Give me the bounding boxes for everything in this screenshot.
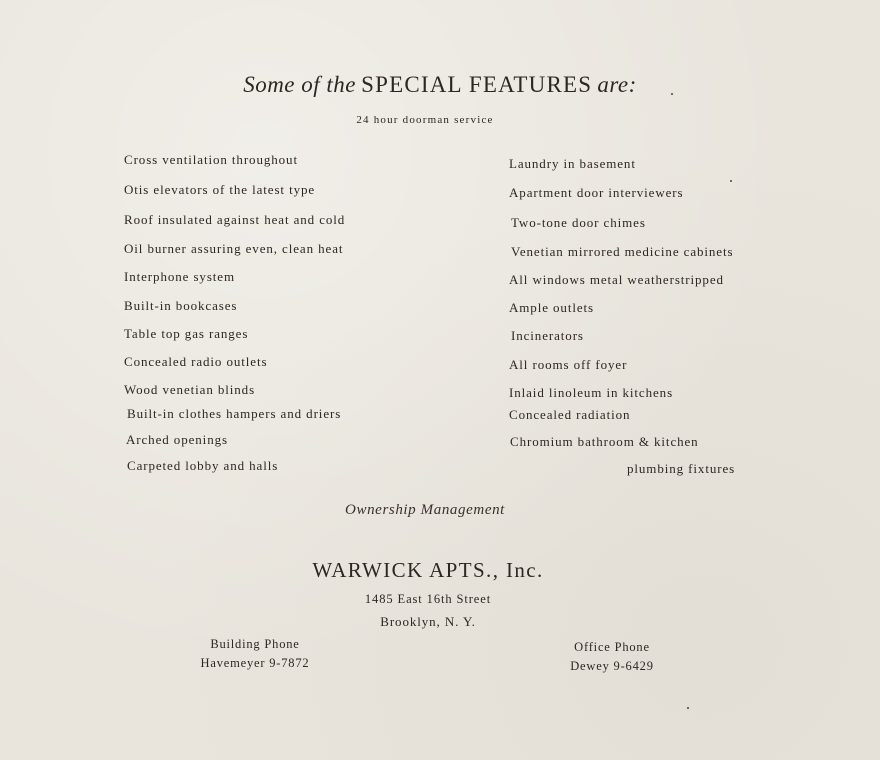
company-city: Brooklyn, N. Y.: [380, 614, 476, 629]
feature-item: Chromium bathroom & kitchen: [510, 434, 699, 449]
feature-item: Two-tone door chimes: [511, 215, 646, 230]
office-phone-label: Office Phone: [574, 640, 650, 654]
feature-item: Venetian mirrored medicine cabinets: [511, 244, 734, 259]
feature-item: Table top gas ranges: [124, 326, 249, 341]
company-name: WARWICK APTS., Inc.: [312, 558, 544, 582]
feature-item: Carpeted lobby and halls: [127, 458, 279, 473]
feature-item: Concealed radio outlets: [124, 354, 268, 369]
feature-item: Laundry in basement: [509, 156, 636, 171]
heading-trail: are:: [597, 72, 637, 97]
feature-item: Roof insulated against heat and cold: [124, 212, 346, 227]
building-phone-number: Havemeyer 9-7872: [200, 656, 310, 670]
building-phone-label: Building Phone: [210, 637, 300, 651]
feature-item: All windows metal weatherstripped: [509, 272, 724, 287]
building-phone: [190, 635, 320, 673]
feature-item: plumbing fixtures: [627, 461, 736, 476]
feature-item: Built-in clothes hampers and driers: [127, 406, 342, 421]
company-street: 1485 East 16th Street: [364, 592, 492, 606]
heading-title: SPECIAL FEATURES: [361, 72, 593, 97]
feature-item: Arched openings: [126, 432, 228, 447]
features-heading: [0, 72, 880, 98]
ownership-management-label: Ownership Management: [345, 502, 505, 518]
ink-speck: [687, 707, 689, 709]
feature-item: All rooms off foyer: [509, 357, 628, 372]
heading-lead: Some of the: [243, 72, 356, 97]
feature-item: Built-in bookcases: [124, 298, 238, 313]
feature-item: Inlaid linoleum in kitchens: [509, 385, 674, 400]
ink-speck: [671, 93, 673, 95]
feature-item: Cross ventilation throughout: [124, 152, 298, 167]
feature-item: Incinerators: [511, 328, 584, 343]
office-phone: [552, 638, 672, 676]
feature-item: Interphone system: [124, 269, 235, 284]
feature-item: Oil burner assuring even, clean heat: [124, 241, 344, 256]
doorman-subtitle: 24 hour doorman service: [356, 114, 494, 126]
feature-item: Apartment door interviewers: [509, 185, 684, 200]
feature-item: Otis elevators of the latest type: [124, 182, 316, 197]
feature-item: Wood venetian blinds: [124, 382, 256, 397]
feature-item: Concealed radiation: [509, 407, 631, 422]
ink-speck: [730, 180, 732, 182]
office-phone-number: Dewey 9-6429: [570, 659, 654, 673]
feature-item: Ample outlets: [509, 300, 594, 315]
